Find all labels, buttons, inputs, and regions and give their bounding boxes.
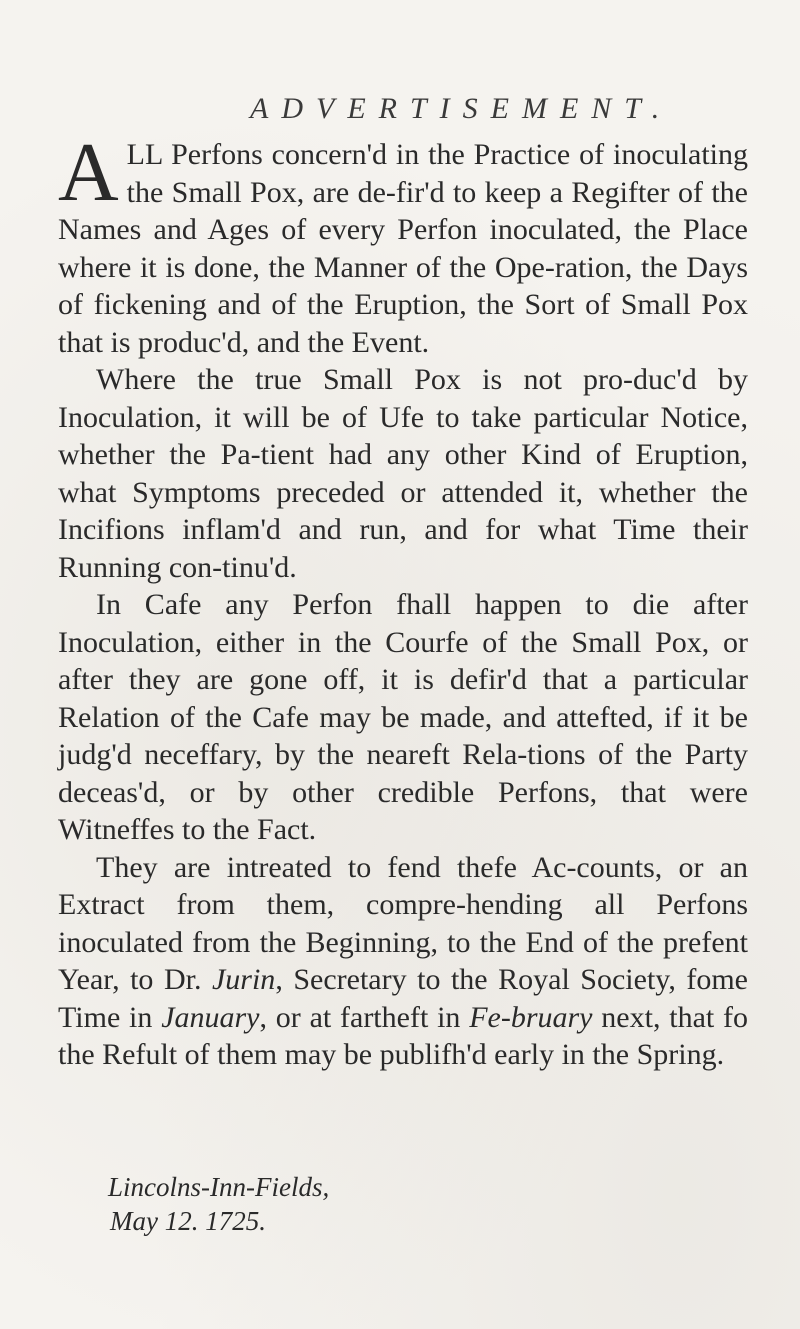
paragraph-1-text: LL Perfons concern'd in the Practice of inoculating the Small Pox, are de-fir'd to keep a Regifter of the Names and Ages of every Perfon inoculated, the Place where it is done, the Manner of the Ope-ration, the Days of fickening and of the Eruption, the Sort of Small Pox that is produc'd, and the Event. [58,138,748,359]
signoff [108,1170,329,1238]
paragraph-4 [58,849,748,1074]
paragraph-4-part-b: , Secretary to the Royal Society, fome Time in [58,963,749,1034]
paragraph-2: Where the true Small Pox is not pro-duc'd by Inoculation, it will be of Ufe to take particular Notice, whether the Pa-tient had any other Kind of Eruption, what Symptoms preceded or attended it, whether the Incifions inflam'd and run, and for what Time their Running con-tinu'd. [58,363,748,584]
signoff-date: May 12. 1725. [110,1206,266,1236]
paragraph-4-part-a: They are intreated to fend thefe Ac-counts, or an Extract from them, compre-hending all Perfons inoculated from the Beginning, to the End of the prefent Year, to Dr. [58,850,748,996]
page-title: ADVERTISEMENT. [250,92,673,125]
secretary-name: Jurin [211,963,276,996]
signoff-place: Lincolns-Inn-Fields, [108,1172,330,1202]
month-february: Fe-bruary [469,1000,593,1034]
advertisement-body [58,126,749,1074]
paragraph-3: In Cafe any Perfon fhall happen to die after Inoculation, either in the Courfe of the Small Pox, or after they are gone off, it is defir'd that a particular Relation of the Cafe may be made, and attefted, if it be judg'd neceffary, by the neareft Rela-tions of the Party deceas'd, or by other credible Perfons, that were Witneffes to the Fact. [58,588,748,846]
paragraph-1 [58,126,748,361]
paragraph-4-part-d: next, that fo the Refult of them may be publifh'd early in the Spring. [58,1000,748,1071]
month-january: January [161,1000,260,1034]
drop-cap: A [58,126,119,219]
paragraph-4-part-c: , or at fartheft in [259,1000,470,1034]
